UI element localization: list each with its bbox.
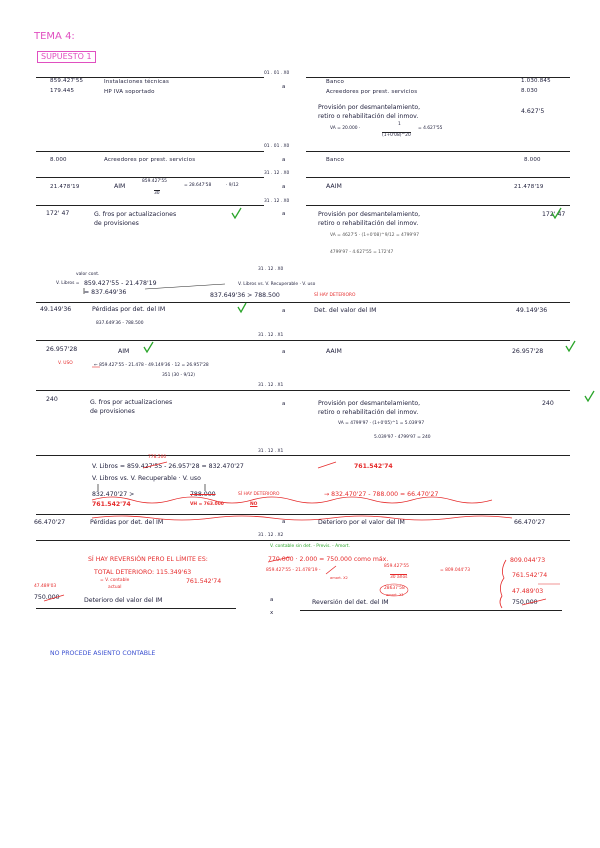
entry8-debit-amount: 66.470'27	[34, 519, 66, 526]
entry9-total-det: TOTAL DETERIORO: 115.349'63	[94, 569, 192, 576]
entry4-debit-account1: G. fros por actualizaciones	[94, 211, 177, 218]
entry3-date: 31 . 12 . X0	[264, 171, 290, 176]
entry8-vlibros: V. Libros = 859.427'55 - 26.957'28 = 832.470'27	[92, 463, 244, 470]
entry1-note1: Provisión por desmantelamiento,	[318, 104, 421, 111]
entry9-right-top: 809.044'73	[510, 557, 546, 564]
entry1-date: 01 . 01 . X0	[264, 71, 290, 76]
entry9-debit-amount: 750.000	[34, 594, 60, 601]
entry3-calc-mid: = 28.647'58	[184, 183, 212, 188]
entry8-vh: VH = 763.000	[190, 502, 224, 507]
entry3-calc-bot: 30	[154, 191, 160, 196]
page-subtitle: SUPUESTO 1	[37, 51, 96, 63]
entry9-credit-account: Reversión del det. del IM	[312, 599, 389, 606]
entry7-calc1: VA = 4799'97 · (1+0'05)^1 = 5.039'97	[338, 421, 425, 426]
entry5-si-hay: SÍ HAY DETERIORO	[314, 293, 356, 298]
entry9-red-small2: amort. X1	[386, 593, 404, 597]
wavy-underline	[92, 516, 512, 520]
entry5-a: a	[282, 308, 286, 314]
strike-mark	[522, 599, 546, 605]
arrow-icon	[145, 284, 225, 289]
entry5-vcont-label: valor cont.	[76, 272, 100, 277]
entry9-credit-amount: 750.000	[512, 599, 538, 606]
entry2-credit-account: Banco	[326, 157, 345, 163]
entry9-calc-eq: = 809.044'73	[440, 568, 471, 573]
entry1-credit1-account: Banco	[326, 79, 345, 85]
entry1-debit1-amount: 859.427'55	[50, 78, 84, 84]
entry5-credit-amount: 49.149'36	[516, 307, 548, 314]
entry5-vlibros-result: = 837.649'36	[84, 289, 127, 296]
entry1-formula-frac-top: 1	[398, 122, 401, 127]
check-icon	[566, 341, 575, 351]
entry8-vlibros-red: 761.542'74	[354, 463, 393, 470]
entry4-credit-amount: 172' 47	[542, 211, 566, 218]
entry4-credit-account2: retiro o rehabilitación del inmov.	[318, 220, 419, 227]
entry5-credit-account: Det. del valor del IM	[314, 307, 377, 314]
entry1-debit2-amount: 179.445	[50, 88, 75, 94]
entry8-line3-strike: 788.000	[190, 491, 216, 498]
entry7-credit-account1: Provisión por desmantelamiento,	[318, 400, 421, 407]
entry2-debit-amount: 8.000	[50, 157, 67, 163]
entry5-date: 31 . 12 . X0	[258, 267, 284, 272]
entry9-red-total: 761.542'74	[186, 578, 222, 585]
entry9-a: a	[270, 597, 274, 603]
entry8-credit-account: Deterioro por el valor del IM	[318, 519, 405, 526]
entry6-debit-account: AIM	[118, 348, 130, 355]
entry2-date: 01 . 01 . X0	[264, 144, 290, 149]
entry9-red-small1: 28637'58	[384, 586, 405, 591]
entry9-debit-account: Deterioro del valor del IM	[84, 597, 163, 604]
page-title: TEMA 4:	[34, 31, 75, 42]
wavy-underline	[92, 497, 492, 503]
entry9-right-bot: 47.489'03	[512, 588, 544, 595]
entry9-actual: actual	[108, 585, 122, 590]
entry8-credit-amount: 66.470'27	[514, 519, 546, 526]
entry4-debit-account2: de provisiones	[94, 220, 139, 227]
entry7-calc2: 5.039'97 - 4799'97 = 240	[374, 435, 431, 440]
entry5-vlibros-label: V. Libros =	[56, 281, 80, 286]
check-icon	[238, 303, 246, 312]
entry9-right-mid: 761.542'74	[512, 572, 548, 579]
entry1-formula-b: = 4.627'55	[418, 126, 443, 131]
entry8-compare: V. Libros vs. V. Recuperable · V. uso	[92, 475, 201, 482]
entry5-compare2: 837.649'36 > 788.500	[210, 292, 280, 299]
entry3-credit-amount: 21.478'19	[514, 184, 544, 190]
entry8-line3-right: → 832.470'27 - 788.000 = 66.470'27	[324, 491, 439, 498]
entry8-date: 31 . 12 . X1	[258, 449, 284, 454]
entry6-vuso: V. USO	[58, 361, 73, 366]
entry9-reversion: SÍ HAY REVERSIÓN PERO EL LÍMITE ES:	[88, 556, 208, 563]
entry7-credit-amount: 240	[542, 400, 554, 407]
entry1-credit2-amount: 8.030	[521, 88, 538, 94]
strike-mark	[326, 566, 336, 574]
entry1-debit2-account: HP IVA soportado	[104, 89, 155, 95]
entry2-debit-account: Acreedores por prest. servicios	[104, 157, 196, 163]
entry1-debit1-account: Instalaciones técnicas	[104, 79, 170, 85]
entry6-date: 31 . 12 . X1	[258, 333, 284, 338]
check-icon	[232, 208, 241, 218]
entry1-credit1-amount: 1.030.845	[521, 78, 551, 84]
strike-mark	[44, 595, 64, 601]
entry8-a: a	[282, 519, 286, 525]
strike-mark	[143, 462, 167, 468]
entry8-red2: 761.542'74	[92, 501, 131, 508]
entry8-si-hay: SÍ HAY DETERIORO	[238, 492, 280, 497]
entry3-calc-top: 859.427'55	[142, 179, 167, 184]
entry7-debit-account2: de provisiones	[90, 408, 135, 415]
entry5-debit-account: Pérdidas por det. del IM	[92, 306, 166, 313]
entry6-calc-bot: 351 (30 - 9/12)	[162, 373, 196, 378]
entry9-rev-calc: 770.000 · 2.000 = 750.000 como máx.	[268, 556, 389, 563]
entry1-credit2-account: Acreedores por prest. servicios	[326, 89, 418, 95]
entry9-v-contable: = V. contable	[100, 578, 130, 583]
entry8-red-top: 778.500	[148, 455, 167, 460]
entry9-calc-frac-bot: 30 años	[390, 575, 408, 580]
entry4-calc2: 4799'97 - 4.627'55 = 172'47	[330, 250, 394, 255]
entry6-credit-account: AAIM	[326, 348, 342, 355]
entry2-credit-amount: 8.000	[524, 157, 541, 163]
footer-note: NO PROCEDE ASIENTO CONTABLE	[50, 650, 156, 657]
entry5-debit-amount: 49.149'36	[40, 306, 72, 313]
entry4-date: 31 . 12 . X0	[264, 199, 290, 204]
entry7-date: 31 . 12 . X1	[258, 383, 284, 388]
entry1-formula-a: VA = 20.000 ·	[330, 126, 361, 131]
bracket-mark	[500, 560, 506, 608]
entry8-line3: 832.470'27 >	[92, 491, 135, 498]
entry6-a: a	[282, 349, 286, 355]
entry3-calc-frac2: · 9/12	[226, 183, 239, 188]
entry3-debit-account: AIM	[114, 183, 126, 190]
entry4-a: a	[282, 211, 286, 217]
entry7-a: a	[282, 401, 286, 407]
entry7-debit-amount: 240	[46, 396, 58, 403]
entry1-note-amount: 4.627'5	[521, 108, 545, 115]
entry9-calc-frac-top: 859.427'55	[384, 564, 409, 569]
entry8-debit-account: Pérdidas por det. del IM	[90, 519, 164, 526]
entry1-a: a	[282, 84, 286, 90]
entry6-credit-amount: 26.957'28	[512, 348, 544, 355]
entry5-vlibros-calc: 859.427'55 - 21.478'19	[84, 280, 157, 287]
entry2-a: a	[282, 157, 286, 163]
entry5-compare: V. Libros vs. V. Recuperable · V. uso	[238, 282, 316, 287]
check-icon	[552, 208, 561, 218]
strike-mark	[318, 462, 336, 468]
check-icon	[144, 342, 153, 352]
entry6-calc: ← 859.427'55 - 21.478 - 49.149'36 · 12 = 26.957'28	[94, 363, 209, 368]
entry5-below: 837.649'36 - 788.500	[96, 321, 144, 326]
entry1-note2: retiro o rehabilitación del inmov.	[318, 113, 419, 120]
entry3-debit-amount: 21.478'19	[50, 184, 80, 190]
entry7-credit-account2: retiro o rehabilitación del inmov.	[318, 409, 419, 416]
entry4-debit-amount: 172' 47	[46, 210, 70, 217]
entry1-formula-frac-bot: (1+0'08)^20	[382, 133, 411, 138]
entry9-date: 31 . 12 . X2	[258, 533, 284, 538]
entry9-calc-sub: amort. X2	[330, 576, 348, 580]
circle-mark	[380, 584, 408, 596]
strike-mark	[268, 557, 290, 562]
entry6-debit-amount: 26.957'28	[46, 346, 78, 353]
entry9-calc-long: 859.427'55 - 21.478'19 -	[266, 568, 321, 573]
entry4-credit-account1: Provisión por desmantelamiento,	[318, 211, 421, 218]
entry9-left-red: 47.489'03	[34, 584, 57, 589]
entry3-credit-account: AAIM	[326, 183, 342, 190]
entry9-green-top: V. contable sin det. - Previs. - Amort.	[270, 544, 351, 549]
entry9-x: x	[270, 610, 274, 616]
check-icon	[585, 391, 594, 401]
entry7-debit-account1: G. fros por actualizaciones	[90, 399, 173, 406]
entry8-no: NO	[250, 502, 258, 507]
entry3-a: a	[282, 184, 286, 190]
entry4-calc1: VA = 4627'5 · (1+0'08)^9/12 = 4799'97	[330, 233, 420, 238]
